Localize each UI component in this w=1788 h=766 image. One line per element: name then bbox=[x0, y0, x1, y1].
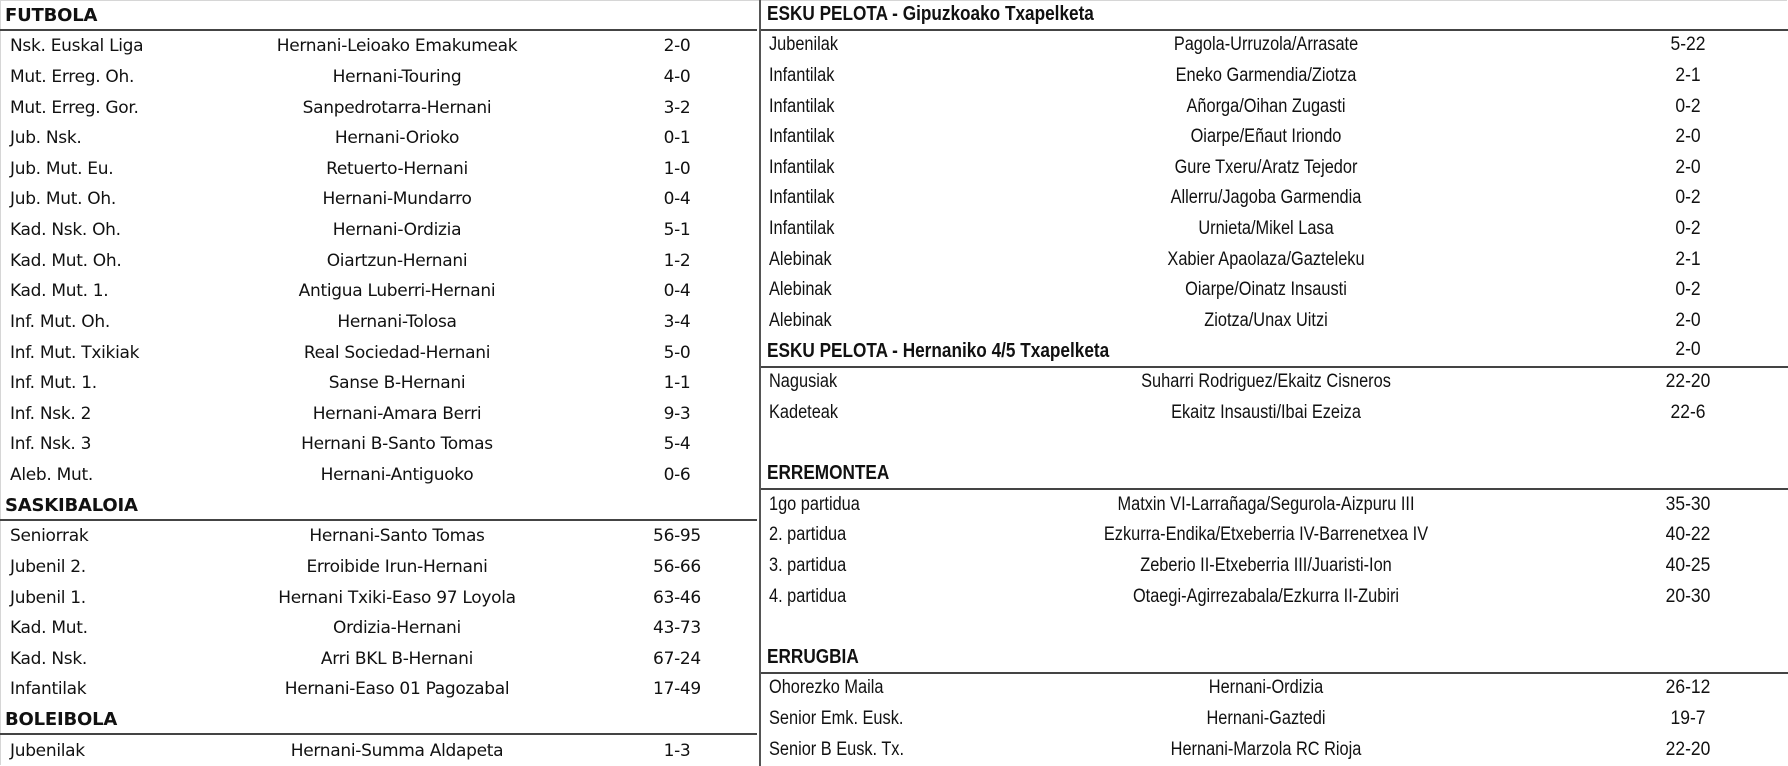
match-teams: Hernani Txiki-Easo 97 Loyola bbox=[278, 587, 516, 608]
match-teams: Hernani-Mundarro bbox=[322, 189, 472, 210]
category-label: Alebinak bbox=[769, 248, 832, 270]
results-right-column bbox=[759, 0, 1788, 766]
result-row bbox=[0, 214, 757, 245]
result-row bbox=[0, 276, 757, 307]
result-score: 26-12 bbox=[1665, 677, 1711, 699]
category-label: Inf. Mut. Oh. bbox=[10, 311, 110, 332]
result-score: 22-20 bbox=[1665, 738, 1711, 760]
section-header-saskibaloia bbox=[0, 490, 757, 521]
result-score: 5-4 bbox=[663, 434, 691, 455]
result-row bbox=[0, 398, 757, 429]
result-row bbox=[0, 92, 757, 123]
category-label: Inf. Mut. 1. bbox=[10, 373, 97, 394]
result-row bbox=[761, 521, 1788, 552]
section-title: ERRUGBIA bbox=[767, 645, 859, 668]
match-teams: Hernani-Ordizia bbox=[332, 220, 462, 240]
result-score: 67-24 bbox=[653, 648, 701, 669]
match-teams: Xabier Apaolaza/Gazteleku bbox=[1167, 248, 1365, 270]
match-teams: Matxin VI-Larrañaga/Segurola-Aizpuru III bbox=[1117, 493, 1415, 515]
result-row bbox=[0, 31, 757, 62]
result-score: 20-30 bbox=[1665, 585, 1711, 607]
section-title: ESKU PELOTA - Gipuzkoako Txapelketa bbox=[767, 2, 1094, 25]
section-header-erremontea bbox=[761, 459, 1788, 490]
result-row bbox=[0, 184, 757, 215]
match-teams: Ekaitz Insausti/Ibai Ezeiza bbox=[1171, 401, 1361, 423]
match-teams: Hernani-Tolosa bbox=[337, 311, 457, 332]
category-label: 3. partidua bbox=[769, 554, 847, 576]
result-score: 35-30 bbox=[1665, 493, 1711, 515]
result-score: 9-3 bbox=[663, 403, 691, 424]
category-label: 2. partidua bbox=[769, 524, 847, 546]
category-label: Inf. Nsk. 2 bbox=[10, 403, 92, 424]
result-score: 19-7 bbox=[1670, 708, 1706, 729]
result-row bbox=[761, 368, 1788, 399]
category-label: Mut. Erreg. Gor. bbox=[10, 97, 139, 118]
section-title: ESKU PELOTA - Hernaniko 4/5 Txapelketa bbox=[767, 339, 1110, 362]
result-score: 22-20 bbox=[1665, 371, 1711, 393]
match-teams: Gure Txeru/Aratz Tejedor bbox=[1174, 156, 1358, 178]
section-header-errugbia bbox=[761, 643, 1788, 674]
match-teams: Ziotza/Unax Uitzi bbox=[1204, 309, 1328, 331]
category-label: Mut. Erreg. Oh. bbox=[10, 66, 135, 87]
result-score: 0-4 bbox=[663, 281, 691, 302]
category-label: Nagusiak bbox=[769, 371, 838, 393]
match-teams: Hernani-Touring bbox=[332, 66, 462, 87]
result-score: 0-4 bbox=[663, 189, 691, 210]
result-score: 4-0 bbox=[663, 66, 691, 87]
match-teams: Eneko Garmendia/Ziotza bbox=[1175, 64, 1357, 86]
result-score: 0-2 bbox=[1675, 279, 1701, 301]
match-teams: Añorga/Oihan Zugasti bbox=[1186, 95, 1346, 117]
category-label: 4. partidua bbox=[769, 585, 847, 607]
match-teams: Hernani-Amara Berri bbox=[312, 403, 482, 424]
result-row bbox=[761, 214, 1788, 245]
category-label: Senior Emk. Eusk. bbox=[769, 708, 904, 729]
category-label: Kad. Mut. 1. bbox=[10, 281, 109, 302]
result-score: 0-6 bbox=[663, 465, 691, 485]
result-row bbox=[761, 276, 1788, 307]
result-score: 1-2 bbox=[663, 250, 691, 271]
category-label: Infantilak bbox=[769, 218, 835, 239]
match-teams: Hernani-Ordizia bbox=[1208, 677, 1324, 699]
result-score: 56-95 bbox=[653, 526, 701, 547]
category-label: Jubenil 1. bbox=[10, 587, 86, 608]
category-label: Alebinak bbox=[769, 309, 832, 331]
match-teams: Hernani-Summa Aldapeta bbox=[290, 740, 504, 761]
match-teams: Hernani B-Santo Tomas bbox=[301, 434, 493, 455]
section-header-futbola bbox=[0, 0, 757, 31]
section-header-esku-pelota-gipuzkoako-txapelketa bbox=[761, 0, 1788, 31]
category-label: Ohorezko Maila bbox=[769, 677, 884, 699]
result-row bbox=[761, 551, 1788, 582]
category-label: Infantilak bbox=[769, 156, 835, 178]
result-score: 3-2 bbox=[663, 97, 691, 118]
result-row bbox=[0, 613, 757, 644]
result-score: 1-3 bbox=[663, 740, 691, 761]
category-label: Infantilak bbox=[769, 95, 835, 117]
result-score: 1-0 bbox=[663, 158, 691, 179]
spacer-row bbox=[761, 429, 1788, 460]
result-row bbox=[0, 429, 757, 460]
match-teams: Hernani-Antiguoko bbox=[320, 465, 474, 485]
match-teams: Sanse B-Hernani bbox=[328, 373, 466, 394]
category-label: Nsk. Euskal Liga bbox=[10, 36, 144, 57]
result-score: 5-0 bbox=[663, 342, 691, 363]
match-teams: Hernani-Leioako Emakumeak bbox=[276, 36, 518, 57]
result-row bbox=[761, 735, 1788, 766]
result-score: 2-0 bbox=[1675, 309, 1701, 331]
category-label: Kad. Nsk. bbox=[10, 648, 87, 669]
category-label: Inf. Mut. Txikiak bbox=[10, 342, 140, 363]
category-label: Kadeteak bbox=[769, 401, 839, 423]
category-label: Kad. Nsk. Oh. bbox=[10, 220, 121, 240]
category-label: Jub. Nsk. bbox=[10, 128, 82, 149]
category-label: Jub. Mut. Oh. bbox=[10, 189, 116, 210]
section-title: ERREMONTEA bbox=[767, 462, 890, 484]
match-teams: Ordizia-Hernani bbox=[333, 618, 461, 639]
category-label: Jub. Mut. Eu. bbox=[10, 158, 114, 179]
result-score: 40-25 bbox=[1665, 554, 1711, 576]
result-score: 2-1 bbox=[1675, 64, 1701, 86]
match-teams: Retuerto-Hernani bbox=[326, 158, 468, 179]
result-row bbox=[761, 490, 1788, 521]
spacer-row bbox=[761, 613, 1788, 644]
result-row bbox=[761, 398, 1788, 429]
match-teams: Hernani-Santo Tomas bbox=[309, 526, 485, 547]
result-score: 63-46 bbox=[653, 587, 701, 608]
section-title: FUTBOLA bbox=[5, 4, 98, 26]
match-teams: Sanpedrotarra-Hernani bbox=[302, 97, 492, 118]
result-row bbox=[761, 704, 1788, 735]
section-title: SASKIBALOIA bbox=[5, 494, 138, 516]
result-score: 0-1 bbox=[663, 128, 691, 149]
category-label: Infantilak bbox=[10, 679, 87, 700]
match-teams: Ezkurra-Endika/Etxeberria IV-Barrenetxea IV bbox=[1103, 524, 1429, 546]
result-score: 2-1 bbox=[1675, 248, 1701, 270]
category-label: Infantilak bbox=[769, 187, 835, 209]
result-score: 5-1 bbox=[663, 220, 691, 240]
category-label: Jubenil 2. bbox=[10, 556, 86, 577]
result-score: 40-22 bbox=[1665, 524, 1711, 546]
category-label: Alebinak bbox=[769, 279, 832, 301]
match-teams: Antigua Luberri-Hernani bbox=[298, 281, 496, 302]
result-row bbox=[0, 674, 757, 705]
result-row bbox=[761, 31, 1788, 62]
match-teams: Zeberio II-Etxeberria III/Juaristi-Ion bbox=[1140, 554, 1392, 576]
result-row bbox=[0, 735, 757, 766]
match-teams: Hernani-Orioko bbox=[334, 128, 460, 149]
result-row bbox=[761, 582, 1788, 613]
result-row bbox=[0, 459, 757, 490]
result-row bbox=[0, 368, 757, 399]
match-teams: Real Sociedad-Hernani bbox=[303, 342, 491, 363]
result-row bbox=[0, 643, 757, 674]
result-row bbox=[0, 582, 757, 613]
category-label: Seniorrak bbox=[10, 526, 89, 547]
result-row bbox=[0, 521, 757, 552]
result-score: 5-22 bbox=[1670, 34, 1706, 56]
category-label: Inf. Nsk. 3 bbox=[10, 434, 92, 455]
result-score: 1-1 bbox=[663, 373, 691, 394]
category-label: Kad. Mut. bbox=[10, 618, 88, 639]
match-teams: Allerru/Jagoba Garmendia bbox=[1170, 187, 1362, 209]
result-score: 2-0 bbox=[1675, 126, 1701, 148]
match-teams: Oiarpe/Oinatz Insausti bbox=[1185, 279, 1347, 301]
match-teams: Suharri Rodriguez/Ekaitz Cisneros bbox=[1141, 371, 1391, 393]
result-score: 17-49 bbox=[653, 679, 701, 700]
match-teams: Arri BKL B-Hernani bbox=[320, 648, 474, 669]
category-label: Infantilak bbox=[769, 126, 835, 148]
category-label: Senior B Eusk. Tx. bbox=[769, 738, 905, 760]
result-row bbox=[761, 674, 1788, 705]
result-score: 0-2 bbox=[1675, 187, 1701, 209]
result-score: 0-2 bbox=[1675, 95, 1701, 117]
section-header-boleibola bbox=[0, 704, 757, 735]
result-score: 2-0 bbox=[1675, 338, 1701, 360]
category-label: 1go partidua bbox=[769, 493, 860, 515]
match-teams: Otaegi-Agirrezabala/Ezkurra II-Zubiri bbox=[1132, 585, 1400, 607]
result-row bbox=[0, 551, 757, 582]
category-label: Jubenilak bbox=[10, 740, 85, 761]
result-row bbox=[761, 184, 1788, 215]
match-teams: Pagola-Urruzola/Arrasate bbox=[1173, 34, 1359, 56]
result-score: 3-4 bbox=[663, 311, 691, 332]
result-row bbox=[0, 123, 757, 154]
section-title: BOLEIBOLA bbox=[5, 709, 118, 730]
match-teams: Hernani-Gaztedi bbox=[1206, 708, 1326, 729]
category-label: Aleb. Mut. bbox=[10, 465, 93, 485]
result-row bbox=[0, 153, 757, 184]
result-row bbox=[0, 245, 757, 276]
match-teams: Urnieta/Mikel Lasa bbox=[1198, 218, 1334, 239]
result-row bbox=[761, 306, 1788, 337]
result-score: 22-6 bbox=[1670, 401, 1706, 423]
result-row bbox=[761, 92, 1788, 123]
match-teams: Oiarpe/Eñaut Iriondo bbox=[1190, 126, 1342, 148]
match-teams: Oiartzun-Hernani bbox=[326, 250, 468, 271]
result-row bbox=[0, 61, 757, 92]
results-left-column bbox=[0, 0, 757, 766]
result-score: 56-66 bbox=[653, 556, 701, 577]
category-label: Jubenilak bbox=[769, 34, 839, 56]
result-row bbox=[0, 306, 757, 337]
match-teams: Hernani-Easo 01 Pagozabal bbox=[284, 679, 510, 700]
match-teams: Hernani-Marzola RC Rioja bbox=[1170, 738, 1362, 760]
result-row bbox=[761, 153, 1788, 184]
result-row bbox=[761, 61, 1788, 92]
result-score: 2-0 bbox=[1675, 156, 1701, 178]
result-row bbox=[0, 337, 757, 368]
result-row bbox=[761, 245, 1788, 276]
category-label: Infantilak bbox=[769, 64, 835, 86]
category-label: Kad. Mut. Oh. bbox=[10, 250, 122, 271]
result-row bbox=[761, 123, 1788, 154]
result-score: 2-0 bbox=[663, 36, 691, 57]
result-score: 43-73 bbox=[653, 618, 701, 639]
section-header-esku-pelota-hernaniko-4-5-txapelketa bbox=[761, 337, 1788, 368]
result-score: 0-2 bbox=[1675, 218, 1701, 239]
match-teams: Erroibide Irun-Hernani bbox=[306, 556, 488, 577]
